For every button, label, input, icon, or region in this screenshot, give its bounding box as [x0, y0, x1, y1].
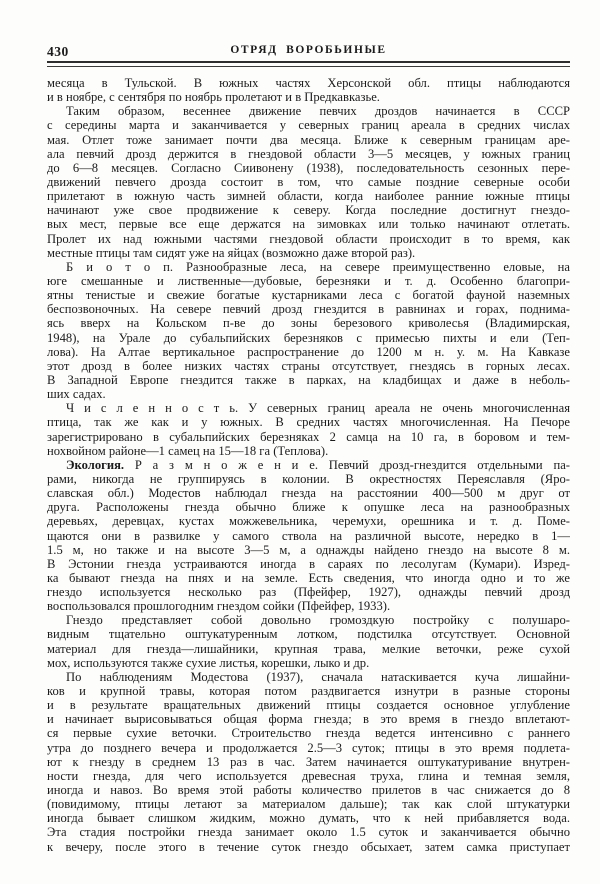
text-line: к вечеру, после этого в течение суток гнездо обсыхает, затем самка приступает: [47, 839, 570, 854]
page-number: 430: [47, 44, 69, 59]
text-body: [47, 76, 570, 854]
text-line: местные птицы там сидят уже на яйцах (возможно даже второй раз).: [47, 245, 416, 260]
text-line: ятны тенистые и свежие богатые кустарниками леса с богатой фауной наземных: [47, 288, 570, 303]
text-line: Таким образом, весеннее движение певчих дроздов начинается в СССР: [66, 104, 570, 119]
text-line: зарегистрировано в субальпийских березняках 2 самца на 10 га, в боровом и тем-: [47, 429, 570, 444]
text-column: [47, 44, 570, 854]
paragraph: [47, 401, 570, 458]
text-line: начинают уже свое продвижение к северу. Когда последние достигнут гнездо-: [47, 203, 570, 218]
running-header-title: ОТРЯД ВОРОБЬИНЫЕ: [230, 44, 387, 56]
text-line: щаются они в развилке у самого ствола на различной высоте, нередко в 1—: [47, 528, 570, 543]
text-line: ности гнезда, для чего используется древесная труха, глина и темная земля,: [47, 768, 570, 783]
text-line: мох, используются также сухие листья, корешки, лыко и др.: [47, 655, 370, 670]
text-line: лова). На Алтае вертикальное распространение до 1200 м н. у. м. На Кавказе: [47, 344, 570, 359]
paragraph: [47, 104, 570, 260]
text-line: В Эстонии гнезда устраиваются иногда в сараях по лесолугам (Кумари). Изред-: [47, 556, 570, 571]
text-line: гнездо используется несколько раз (Пфейфер, 1927), однажды певчий дрозд: [47, 585, 570, 600]
text-line: материал для гнезда—лишайники, крупная трава, мелкие веточки, реже сухой: [47, 641, 570, 656]
text-line: друга. Расположены гнезда обычно ближе к опушке леса на разнообразных: [47, 500, 570, 515]
text-line: ся первые сухие веточки. Строительство гнезда ведется интенсивно с раннего: [47, 726, 570, 741]
text-line: этот дрозд в более низких частях страны отсутствует, гнездясь в горных лесах.: [47, 358, 570, 373]
text-line: движений певчего дрозда состоит в том, что самые поздние северные особи: [47, 174, 570, 189]
text-line: месяца в Тульской. В южных частях Херсонской обл. птицы наблюдаются: [47, 76, 570, 90]
text-line: ала певчий дрозд держится в гнездовой области 3—5 месяцев, у южных границ: [47, 146, 570, 161]
text-line: ясь вверх на Кольском п-ве до зоны березового криволесья (Владимирская,: [47, 316, 570, 331]
text-line: прилетают в южную часть зимней области, когда наиболее ранние южные птицы: [47, 189, 570, 204]
text-line: деревьях, деревцах, кустах можжевельника, черемухи, орешника и т. д. Поме-: [47, 514, 570, 529]
running-header: [47, 44, 570, 59]
text-line: ков и крупной травы, которая потом раздвигается изнутри в разные стороны: [47, 684, 570, 699]
paragraph: [47, 458, 570, 614]
paragraph: [47, 613, 570, 670]
text-line: (повидимому, птицы летают за материалом дальше); так как слой штукатурки: [47, 797, 570, 812]
text-line: иногда бывает слишком жидким, можно думать, что к ней прибавляется вода.: [47, 811, 570, 826]
text-line: и начинает вырисовываться общая форма гнезда; в это время в гнездо вплетают-: [47, 712, 570, 727]
text-line: 1.5 м, но также и на высоте 3—5 м, а однажды найдено гнездо на высоте 8 м.: [47, 542, 570, 557]
text-line: ют к гнезду в среднем 13 раз в час. Затем начинается оштукатуривание внутрен-: [47, 754, 570, 769]
text-line: По наблюдениям Модестова (1937), сначала натаскивается куча лишайни-: [66, 669, 570, 684]
text-line: 1948), на Урале до субальпийских березняков с примесью пихты и ели (Теп-: [47, 330, 570, 345]
header-divider-rule: [47, 61, 570, 67]
text-line: рами, никогда не группируясь в колонии. В окрестностях Переяславля (Яро-: [47, 471, 570, 486]
text-line: Эта стадия постройки гнезда занимает около 1.5 суток и заканчивается обычно: [47, 825, 570, 840]
text-line: и в ноябре, с сентября по ноябрь пролетают и в Предкавказье.: [47, 90, 380, 105]
text-line: ших садах.: [47, 387, 106, 402]
text-line: с середины марта и заканчивается у северных границ ареала в средних числах: [47, 118, 570, 133]
text-line: нохвойном районе—1 самец на 15—18 га (Теплова).: [47, 443, 329, 458]
paragraph: [47, 76, 570, 104]
text-line: воспользовался прошлогодним гнездом сойки (Пфейфер, 1933).: [47, 599, 391, 614]
text-line: В Западной Европе гнездится также в парках, на кладбищах и даже в неболь-: [47, 372, 570, 387]
text-line: иногда и навоз. Во время этой работы количество прилетов в час снижается до 8: [47, 783, 570, 798]
paragraph: [47, 670, 570, 854]
text-line: ка бывают гнезда на пнях и на земле. Есть сведения, что иногда одно и то же: [47, 570, 570, 585]
text-line: Б и о т о п. Разнообразные леса, на севере преимущественно еловые, на: [66, 259, 570, 274]
bold-lead: Экология.: [66, 457, 125, 472]
text-line: птица, так же как и у южных. В средних частях многочисленная. На Печоре: [47, 415, 570, 430]
text-line: Ч и с л е н н о с т ь. У северных границ ареала не очень многочисленная: [66, 401, 570, 416]
paragraph: [47, 260, 570, 401]
text-line: беспозвоночных. На севере певчий дрозд гнездится в равнинах и горах, поднима-: [47, 302, 570, 317]
text-line: славская обл.) Модестов наблюдал гнезда на расстоянии 400—500 м друг от: [47, 486, 570, 501]
text-line: Экология. Р а з м н о ж е н и е. Певчий дрозд-гнездится отдельными па-: [66, 457, 570, 472]
text-line: видным тщательно оштукатуренным лотком, подстилка отсутствует. Основной: [47, 627, 570, 642]
text-line: вых мест, первые все еще держатся на зимовках или только начинают отлетать.: [47, 217, 570, 232]
text-line: юге смешанные и лиственные—дубовые, березняки и т. д. Особенно благопри-: [47, 273, 570, 288]
text-line: Гнездо представляет собой довольно громоздкую постройку с полушаро-: [66, 613, 570, 628]
text-line: до 6—8 месяцев. Согласно Сиивонену (1938), последовательность сезонных пере-: [47, 160, 570, 175]
text-line: Пролет их над южными частями гнездовой области происходит в то время, как: [47, 231, 570, 246]
text-line: и в результате вращательных движений птицы создается основное углубление: [47, 698, 570, 713]
text-line: мая. Отлет тоже занимает почти два месяца. Ближе к северным границам аре-: [47, 132, 570, 147]
text-line: утра до позднего вечера и продолжается 2.5—3 суток; птицы в это время подлета-: [47, 740, 570, 755]
